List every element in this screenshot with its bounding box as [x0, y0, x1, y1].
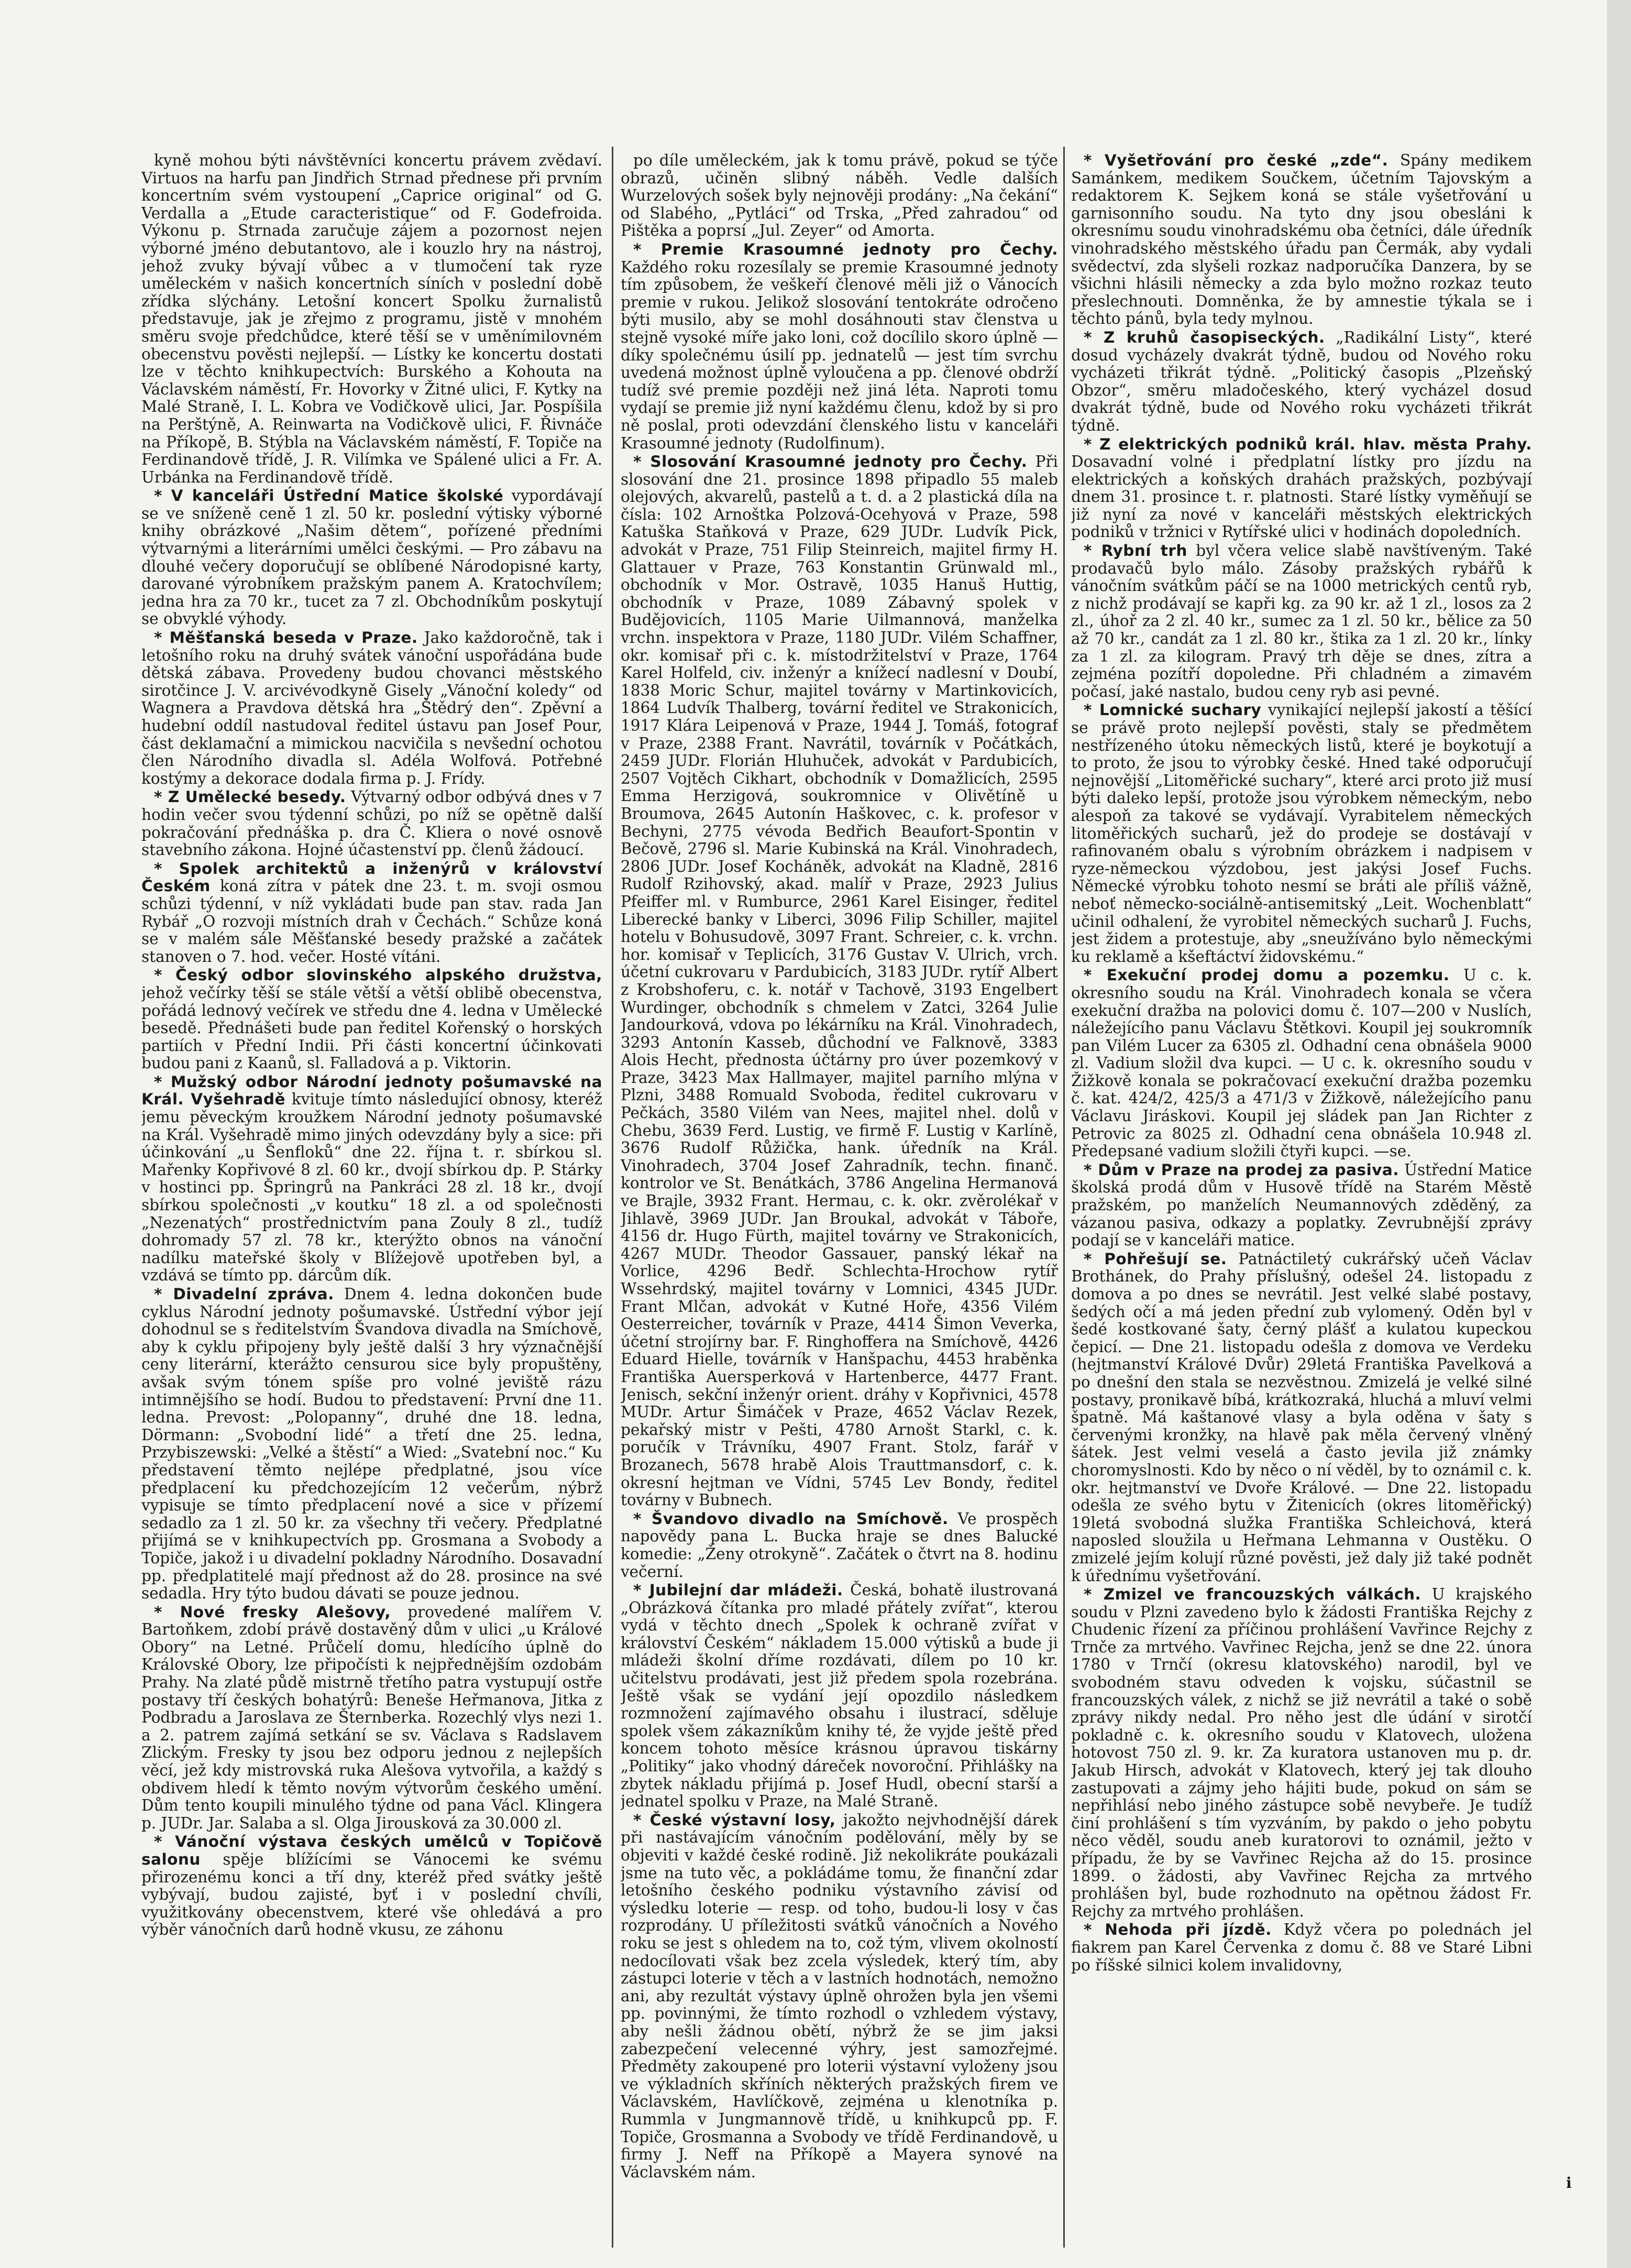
column-2	[621, 152, 1058, 2248]
column-1	[141, 152, 602, 2248]
article-paragraph: * Český odbor slovinského alpského družstva, jehož večírky těší se stále větší a větší oblibě obecenstva, pořádá lednový večírek ve středu dne 4. ledna v Umělecké besedě. Přednášeti bude pan ředitel Kořenský o horských partiích v Přední Indii. Při části koncertní účinkovati budou pani z Kaanů, sl. Falladová a p. Viktorin.	[141, 966, 602, 1072]
article-paragraph: * Vyšetřování pro české „zde“. Spány medikem Samánkem, medikem Součkem, účetním Tajovským a redaktorem K. Sejkem koná se stále vyšetřování u garnisonního soudu. Na tyto dny jsou obesláni k okresnímu soudu vinohradskému oba četníci, dále úředník vinohradského městského úřadu pan Čermák, aby vydali svědectví, zda slyšeli rozkaz nadporučíka Danzera, by se všichni hlásili německy a zda bylo možno rozkaz teuto přeslechnouti. Domněnka, že by amnestie týkala se i těchto pánů, byla tedy mylnou.	[1071, 152, 1532, 328]
article-paragraph: * Rybní trh byl včera velice slabě navštíveným. Také prodavačů bylo málo. Zásoby pražských rybářů k vánočním svátkům páčí se na 1000 metrických centů ryb, z nichž prodávají se kapři kg. za 90 kr. až 1 zl., losos za 2 zl., úhoř za 2 zl. 40 kr., sumec za 1 zl. 50 kr., bělice za 50 až 70 kr., candát za 1 zl. 80 kr., štika za 1 zl. 20 kr., línky za 1 zl. za kilogram. Pravý trh děje se dnes, zítra a zejména pozítří dopoledne. Při chladném a zimavém počasí, jaké nastalo, budou ceny ryb asi pevné.	[1071, 542, 1532, 700]
article-paragraph: * Spolek architektů a inženýrů v království Českém koná zítra v pátek dne 23. t. m. svoji osmou schůzi týdenní, v níž vykládati bude pan stav. rada Jan Rybář „O rozvoji místních drah v Čechách.“ Schůze koná se v malém sále Měšťanské besedy pražské a začátek stanoven o 7. hod. večer. Hosté vítáni.	[141, 859, 602, 966]
article-paragraph: * Premie Krasoumné jednoty pro Čechy. Každého roku rozesílaly se premie Krasoumné jednoty tím způsobem, že veškeří členové měli již o Vánocích premie v rukou. Jelikož slosování tentokráte odročeno býti musilo, aby se mohl dosáhnouti stav členstva u stejně vysoké míře jako loni, což docílilo skoro úplně — díky společnému úsilí pp. jednatelů — jest tím svrchu uvedená možnost úplně vyloučena a pp. členové obdrží tudíž své premie později než jiná léta. Naproti tomu vydají se premie již nyní každému členu, kdož by si pro ně poslal, proti odevzdání členského listu v kanceláři Krasoumné jednoty (Rudolfinum).	[621, 240, 1058, 452]
article-paragraph: * Slosování Krasoumné jednoty pro Čechy. Při slosování dne 21. prosince 1898 připadlo 55 maleb olejových, akvarelů, pastelů a t. d. a 2 plastická díla na čísla: 102 Arnoštka Polzová-Ocehyová v Praze, 598 Katuška Staňková v Praze, 629 JUDr. Ludvík Pick, advokát v Praze, 751 Filip Steinreich, majitel firmy H. Glattauer v Praze, 763 Konstantin Grünwald ml., obchodník v Mor. Ostravě, 1035 Hanuš Huttig, obchodník v Praze, 1089 Zábavný spolek v Budějovicích, 1105 Marie Uilmannová, manželka vrchn. inspektora v Praze, 1180 JUDr. Vilém Schaffner, okr. komisař při c. k. místodržitelství v Praze, 1764 Karel Holfeld, civ. inženýr a knížecí nadlesní v Doubí, 1838 Moric Schur, majitel továrny v Martinkovicích, 1864 Ludvík Thalberg, tovární ředitel ve Strakonicích, 1917 Klára Leipenová v Praze, 1944 J. Tomáš, fotograf v Praze, 2388 Frant. Navrátil, továrník v Počátkách, 2459 JUDr. Florián Hluhuček, advokát v Pardubicích, 2507 Vojtěch Cikhart, obchodník v Domažlicích, 2595 Emma Herzigová, soukromnice v Olivětíně u Broumova, 2645 Autonín Haškovec, c. k. profesor v Bechyni, 2775 vévoda Bedřich Beaufort-Spontin v Bečově, 2796 sl. Marie Kubinská na Král. Vinohradech, 2806 JUDr. Josef Kocháněk, advokát na Kladně, 2816 Rudolf Rzihovský, akad. malíř v Praze, 2923 Julius Pfeiffer ml. v Rumburce, 2961 Karel Eisinger, ředitel Liberecké banky v Liberci, 3096 Filip Schiller, majitel hotelu v Bohusudově, 3097 Frant. Schreier, c. k. vrchn. hor. komisař v Teplicích, 3176 Gustav V. Ulrich, vrch. účetní cukrovaru v Pardubicích, 3183 JUDr. rytíř Albert z Krobshoferu, c. k. notář v Tachově, 3193 Engelbert Wurdinger, obchodník s chmelem v Zatci, 3264 Julie Jandourková, vdova po lékárníku na Král. Vinohradech, 3293 Antonín Kasseb, důchodní ve Falknově, 3383 Alois Hecht, přednosta účtárny pro úver pozemkový v Praze, 3423 Max Hallmayer, majitel parního mlýna v Plzni, 3488 Romuald Svoboda, ředitel cukrovaru v Pečkách, 3580 Vilém van Nees, majitel nhel. dolů v Chebu, 3639 Ferd. Lustig, ve firmě F. Lustig v Karlíně, 3676 Rudolf Růžička, hank. úředník na Král. Vinohradech, 3704 Josef Zahradník, techn. finanč. kontrolor ve St. Benátkách, 3786 Angelina Hermanová ve Brajle, 3932 Frant. Hermau, c. k. okr. zvěrolékař v Jihlavě, 3969 JUDr. Jan Broukal, advokát v Táboře, 4156 dr. Hugo Fürth, majitel továrny ve Strakonicích, 4267 MUDr. Theodor Gassauer, panský lékař na Vorlice, 4296 Bedř. Schlechta-Hrochow rytíř Wssehrdský, majitel továrny v Lomnici, 4345 JUDr. Frant Mlčan, advokát v Kutné Hoře, 4356 Vilém Oesterreicher, továrník v Praze, 4414 Šimon Veverka, účetní strojírny bar. F. Ringhoffera na Smíchově, 4426 Eduard Hielle, továrník v Hanšpachu, 4453 hraběnka Františka Auersperková v Hartenberce, 4477 Frant. Jenisch, sekční inženýr orient. dráhy v Kopřivnici, 4578 MUDr. Artur Šimáček v Praze, 4652 Václav Rezek, pekařský mistr v Pešti, 4780 Arnošt Starkl, c. k. poručík v Trávníku, 4907 Frant. Stolz, farář v Brozanech, 5678 hrabě Alois Trauttmansdorf, c. k. okresní hejtman ve Vídni, 5745 Lev Bondy, ředitel továrny v Bubnech.	[621, 453, 1058, 1509]
column-rule-left	[612, 147, 613, 2248]
article-paragraph: * Dům v Praze na prodej za pasiva. Ústřední Matice školská prodá dům v Husově třídě na Starém Městě pražském, po manželích Neumannových zděděný, za vázanou pasiva, odkazy a poplatky. Zevrubnější zprávy podají se v kanceláři matice.	[1071, 1160, 1532, 1250]
article-paragraph: * Z elektrických podniků král. hlav. města Prahy. Dosavadní volné i předplatní lístky pro jízdu na elektrických a koňských drahách pražských, pozbývají dnem 31. prosince t. r. platnosti. Staré lístky vyměňují se již nyní za nové v kanceláři městských elektrických podniků v tržnici v Rytířské ulici v hodinách dopoledních.	[1071, 435, 1532, 541]
article-paragraph: * České výstavní losy, jakožto nejvhodnější dárek při nastávajícím vánočním podělování, měly by se objeviti v každé české rodině. Již nekolikráte poukázali jsme na tuto věc, a pokládáme tomu, že finanční zdar letošního českého podniku výstavního závisí od výsledku loterie — resp. od toho, budou-li losy v čas rozprodány. U příležitosti svátků vánočních a Nového roku se jest s ohledem na to, což tým, vlivem okolností nedocílovati však bez zcela výsledek, který tím, aby zástupci loterie v těch a v lastních hodnotách, nemožno ani, aby rezultát výstavy úplně ohrožen byla jen všemi pp. povinnými, že tímto rozhodl o vzhledem výstavy, aby nešli žádnou obětí, nýbrž že se jim jaksi zabezpečení velecenné výhry, jest samozřejmé. Předměty zakoupené pro loterii výstavní vyloženy jsou ve výkladních skříních některých pražských firem ve Václavském, Havlíčkově, zejména u klenotníka p. Rummla v Jungmannově třídě, u knihkupců pp. F. Topiče, Grosmanna a Svobody ve třídě Ferdinandově, u firmy J. Neff na Příkopě a Mayera synové na Václavském nám.	[621, 1811, 1058, 2181]
column-3	[1071, 152, 1532, 2248]
article-paragraph: * Lomnické suchary vynikající nejlepší jakostí a těšící se právě proto nejlepší pověsti, staly se předmětem nestřízeného útoku německých listů, které je boykotují a to proto, že jsou to výrobky české. Hned také odporučují nejnovější „Litoměřické suchary“, které arci proto již musí býti daleko lepší, protože jsou výrobkem německým, nebo alespoň za takové se vydávají. Vyrabitelem německých litoměřických sucharů, jež do prodeje se dostávají v rafinovaném obalu s výrobním obrázkem i nadpisem v ryze-německou výzdobou, jest jakýsi Josef Fuchs. Německé výrobku tohoto nesmí se bráti ale příliš vážně, neboť německo-sociálně-antisemitský „Leit. Wochenblatt“ učinil odhalení, že vyrobitel německých sucharů J. Fuchs, jest židem a protestuje, aby „sneužíváno bylo německými ku reklamě a kšeftáctví židovskému.“	[1071, 701, 1532, 966]
column-rule-right	[1063, 147, 1065, 2248]
article-paragraph: * Divadelní zpráva. Dnem 4. ledna dokončen bude cyklus Národní jednoty pošumavské. Ústřední výbor její dohodnul se s ředitelstvím Švandova divadla na Smíchově, aby k cyklu připojeny byly ještě další 3 hry význačnější ceny literární, kterážto censurou sice byly propuštěny, avšak svým tónem spíše pro volné jeviště rázu intimnějšího se hodí. Budou to představení: První dne 11. ledna. Prevost: „Polopanny“, druhé dne 18. ledna, Dörmann: „Svobodní lidé“ a třetí dne 25. ledna, Przybiszewski: „Velké a štěstí“ a Wied: „Svatební noc.“ Ku představení těmto nejlépe předplatné, jsou více předplacení ku předchozejícím 12 večerům, nýbrž vypisuje se tímto předplacení nové a sice v přízemí sedadlo za 1 zl. 50 kr. za všechny tři večery. Předplatné přijímá se v knihkupectvích pp. Grosmana a Svobody a Topiče, jakož i u divadelní pokladny Národního. Dosavadní pp. předplatitelé mají přednost až do 28. prosince na své sedadla. Hry týto budou dávati se pouze jednou.	[141, 1285, 602, 1603]
article-paragraph: * Měšťanská beseda v Praze. Jako každoročně, tak i letošního roku na druhý svátek vánoční uspořádána bude dětská zábava. Provedeny budou chovanci městského sirotčince J. V. arcivévodkyně Gisely „Vánoční koledy“ od Wagnera a Pravdova dětská hra „Štědrý den“. Zpěvní a hudební oddíl nastudoval ředitel ústavu pan Josef Pour, část deklamační a mimickou nacvičila s nevšední ochotou člen Národního divadla sl. Adéla Wolfová. Potřebné kostýmy a dekorace dodala firma p. J. Frídy.	[141, 629, 602, 787]
article-paragraph: * Nehoda při jízdě. Když včera po polednách jel fiakrem pan Karel Červenka z domu č. 88 ve Staré Libni po říšské silnici kolem invalidovny,	[1071, 1921, 1532, 1974]
article-paragraph: * V kanceláři Ústřední Matice školské vypordávají se ve sníženě ceně 1 zl. 50 kr. poslední výtisky výborné knihy obrázkové „Našim dětem“, pořízené předními výtvarnými a literárními umělci českými. — Pro zábavu na dlouhé večery doporučují se oblíbené Národopisné karty, darované výrobníkem pražským panem A. Kratochvílem; jedna hra za 70 kr., tucet za 7 zl. Obchodníkům poskytují se obvyklé výhody.	[141, 487, 602, 628]
article-paragraph: * Z Umělecké besedy. Výtvarný odbor odbývá dnes v 7 hodin večer svou týdenní schůzi, po níž se opětně další pokračování přednáška p. dra Č. Kliera o nové osnově stavebního zákona. Hojné účastenství pp. členů žádoucí.	[141, 788, 602, 859]
margin-mark: i	[1566, 2174, 1572, 2192]
article-paragraph: * Švandovo divadlo na Smíchově. Ve prospěch napovědy pana L. Bucka hraje se dnes Balucké komedie: „Ženy otrokyně“. Začátek o čtvrt na 8. hodinu večerní.	[621, 1509, 1058, 1581]
article-paragraph: * Jubilejní dar mládeži. Česká, bohatě ilustrovaná „Obrázková čítanka pro mladé přátely zvířat“, kterou vydá v těchto dnech „Spolek k ochraně zvířat v království Českém“ nákladem 15.000 výtisků a bude ji mládeži školní dříme rozdávati, dílem po 10 kr. učitelstvu prodávati, jest již předem spola rozebrána. Ještě však se vydání její opozdilo následkem rozmnožení zajímavého obsahu i ilustrací, sděluje spolek všem zákazníkům knihy té, že vyjde ještě před koncem tohoto měsíce krásnou úpravou tiskárny „Politiky“ jako vhodný dáreček novoroční. Přihlášky na zbytek nákladu přijímá p. Josef Hudl, obecní starší a jednatel spolku v Praze, na Malé Straně.	[621, 1581, 1058, 1811]
article-paragraph: * Vánoční výstava českých umělců v Topičově salonu spěje blížícími se Vánocemi ke svému přirozenému konci a tří dny, kteréž před svátky ještě vybývají, budou zajisté, byť i v poslední chvíli, využitkovány obecenstvem, které vše ohledává a pro výběr vánočních darů hodně vkusu, ze záhonu	[141, 1833, 602, 1939]
article-paragraph: * Zmizel ve francouzských válkách. U krajského soudu v Plzni zavedeno bylo k žádosti Františka Rejchy z Chudenic řízení za příčinou prohlášení Vavřince Rejchy z Trnče za mrtvého. Vavřinec Rejcha, jenž se dne 22. února 1780 v Trnčí (okresu klatovského) narodil, byl ve svobodném stavu odveden k vojsku, súčastnil se francouzských válek, z nichž se již nevrátil a také o sobě zprávy nikdy nedal. Pro něho jest dle údání v sirotčí pokladně c. k. okresního soudu v Klatovech, uložena hotovost 750 zl. 9. kr. Za kuratora ustanoven mu p. dr. Jakub Hirsch, advokát v Klatovech, který jej tak dlouho zastupovati a zájmy jeho hájiti bude, pokud on sám se nepřihlásí nebo jiného zástupce sobě nevybeře. Je tudíž činí prohlášení s tím vyzváním, by pakdo o jeho pobytu něco věděl, soudu aneb kuratorovi to oznámil, ježto v případu, že by se Vavřinec Rejcha až do 15. prosince 1899. o žádosti, aby Vavřinec Rejcha za mrtvého prohlášen byl, bude rozhodnuto na opětnou žádost Fr. Rejchy za mrtvého prohlášen.	[1071, 1585, 1532, 1920]
article-paragraph: * Mužský odbor Národní jednoty pošumavské na Král. Vyšehradě kvituje tímto následující obnosy, kteréž jemu pěveckým kroužkem Národní jednoty pošumavské na Král. Vyšehradě mimo jiných odevzdány byly a sice: při účinkování „u Šenfloků“ dne 22. října t. r. sbírkou sl. Mařenky Kopřivové 8 zl. 60 kr., dvojí sbírkou dp. P. Stárky v hostinci pp. Špringrů na Pankráci 28 zl. 18 kr., dvojí sbírkou společnosti „v koutku“ 18 zl. a od společnosti „Nezenatých“ prostřednictvím pana Zouly 8 zl., tudíž dohromady 57 zl. 78 kr., kterýžto obnos na vánoční nadílku mateřské školy v Blížejově upotřeben byl, a vzdává se tímto pp. dárcům dík.	[141, 1072, 602, 1285]
article-paragraph: * Nové fresky Alešovy, provedené malířem V. Bartoňkem, zdobí právě dostavěný dům v ulici „u Králové Obory“ na Letné. Průčelí domu, hledícího úplně do Královské Obory, lze připočísti k nejpřednějším ozdobám Prahy. Na zlaté půdě mistrně třetího patra vystupují ostře postavy tří českých bohatýrů: Beneše Heřmanova, Jitka z Podbradu a Jaroslava ze Šternberka. Rozechlý vlys nezi 1. a 2. patrem zajímá setkání se sv. Václava s Radslavem Zlickým. Fresky ty jsou bez odporu jednou z nejlepších věcí, jež kdy mistrovská ruka Alešova vytvořila, a každý s obdivem hledí k těmto novým výtvorům českého umění. Dům tento koupili minulého týdne od pana Václ. Klingera p. JUDr. Jar. Salaba a sl. Olga Jirousková za 30.000 zl.	[141, 1603, 602, 1832]
article-paragraph: kyně mohou býti návštěvníci koncertu právem zvědaví. Virtuos na harfu pan Jindřich Strnad přednese při prvním koncertním svém vystoupení „Caprice original“ od G. Verdalla a „Etude caracteristique“ od F. Godefroida. Výkonu p. Strnada zaručuje zájem a pozornost nejen výborné jméno debutantovo, ale i kouzlo hry na nástroj, jehož zvuky bývají vůbec a v tlumočení tak ryze uměleckém v našich koncertních síních v poslední době zřídka slýchány. Letošní koncert Spolku žurnalistů představuje, jak je zřejmo z programu, jistě v mnohém směru svoje předchůdce, které těší se v uměnímilovném obecenstvu pověsti nejlepší. — Lístky ke koncertu dostati lze v těchto knihkupectvích: Burského a Kohouta na Václavském náměstí, Fr. Hovorky v Žitné ulici, F. Kytky na Malé Straně, I. L. Kobra ve Vodičkově ulici, Jar. Pospíšila na Perštýně, A. Reinwarta na Vodičkově ulici, F. Řivnáče na Příkopě, B. Stýbla na Václavském náměstí, F. Topiče na Ferdinandově třídě, J. R. Vilímka ve Spálené ulici a Fr. A. Urbánka na Ferdinandově třídě.	[141, 152, 602, 486]
article-paragraph: * Z kruhů časopiseckých. „Radikální Listy“, které dosud vycházely dvakrát týdně, budou od Nového roku vycházeti třikrát týdně. „Politický časopis „Plzeňský Obzor“, směru mladočeského, který vycházel dosud dvakrát týdně, bude od Nového roku vycházeti třikrát týdně.	[1071, 328, 1532, 434]
article-paragraph: * Pohřešují se. Patnáctiletý cukrářský učeň Václav Brothánek, do Prahy příslušný, odešel 24. listopadu z domova a po dnes se nevrátil. Jest velké slabé postavy, šedých očí a má jeden přední zub vylomený. Oděn byl v šedé kostkované šaty, černý plášť a kulatou kupeckou čepicí. — Dne 21. listopadu odešla z domova ve Verdeku (hejtmanství Králové Dvůr) 29letá Františka Pavelková a po dnešní den stala se nezvěstnou. Zmizelá je velké silné postavy, pronikavě bíbá, krátkozraká, hluchá a mluví velmi špatně. Má kaštanové vlasy a byla oděna v šaty s červenými kronžky, na hlavě pak měla červený vlněný šátek. Jest velmi veselá a často jevila již známky choromyslnosti. Kdo by něco o ní věděl, by to oznámil c. k. okr. hejtmanství ve Dvoře Králové. — Dne 22. listopadu odešla ze svého bytu v Žitenicích (okres litoměřický) 19letá svobodná služka Františka Schleichová, která naposled sloužila u Heřmana Lehmanna v Oustěku. O zmizelé jejím kolují různé pověsti, jež daly již také podnět k úřednímu vyšetřování.	[1071, 1250, 1532, 1585]
article-paragraph: po díle uměleckém, jak k tomu právě, pokud se týče obrazů, učiněn slibný náběh. Vedle dalších Wurzelových sošek byly nejnověji prodány: „Na čekání“ od Slabého, „Pytláci“ od Trska, „Před zahradou“ od Pištěka a poprsí „Jul. Zeyer“ od Amorta.	[621, 152, 1058, 240]
page-edge-strip	[1607, 0, 1631, 2268]
article-paragraph: * Exekuční prodej domu a pozemku. U c. k. okresního soudu na Král. Vinohradech konala se včera exekuční dražba na polovici domu č. 107—200 v Nuslích, náležejícího panu Václavu Štětkovi. Koupil jej soukromník pan Vilém Lucer za 6305 zl. Odhadní cena obnášela 9000 zl. Vadium složil dva kupci. — U c. k. okresního soudu v Žižkově konala se pokračovací exekuční dražba pozemku č. kat. 424/2, 425/3 a 471/3 v Žižkově, náležejícího panu Václavu Jiráskovi. Koupil jej sládek pan Jan Richter z Petrovic za 8025 zl. Odhadní cena obnášela 10.948 zl. Předepsané vadium složili čtyři kupci. —se.	[1071, 966, 1532, 1160]
